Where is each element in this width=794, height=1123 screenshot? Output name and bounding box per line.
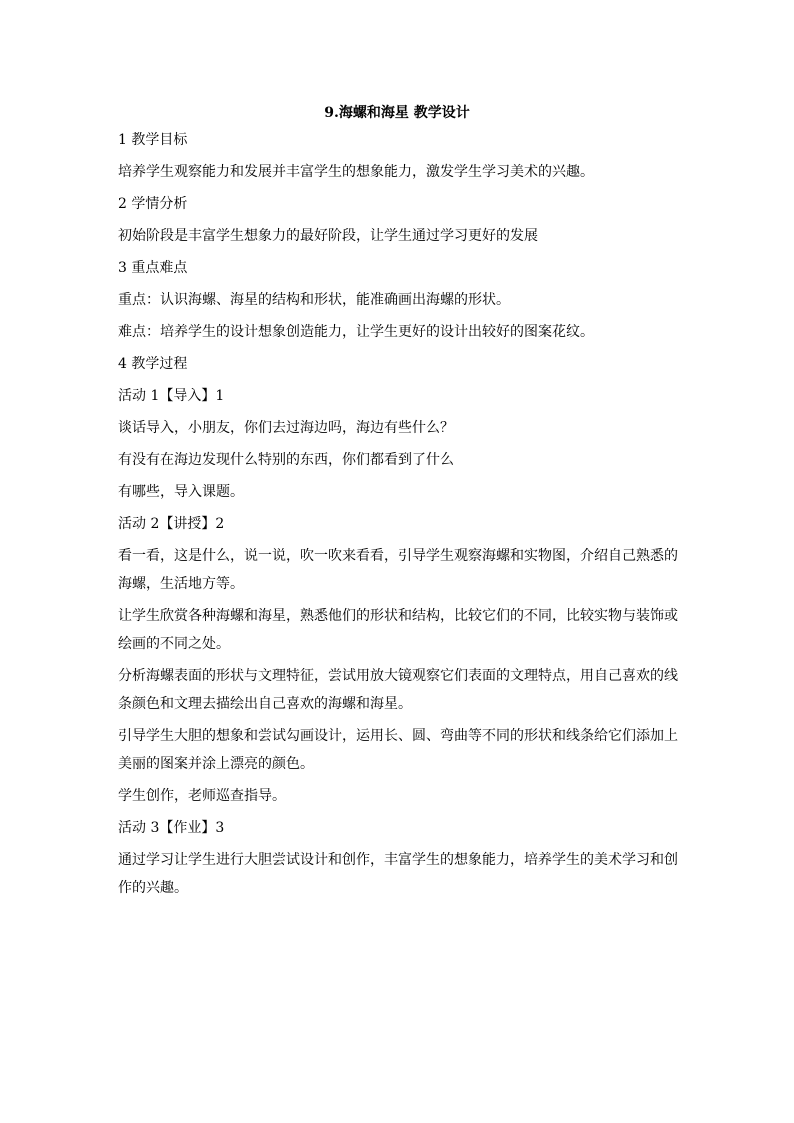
- section-heading-analysis: 2 学情分析: [118, 196, 188, 212]
- paragraph: 重点：认识海螺、海星的结构和形状，能准确画出海螺的形状。: [118, 292, 510, 308]
- paragraph-continued: 海螺，生活地方等。: [118, 576, 244, 592]
- paragraph: 分析海螺表面的形状与文理特征，尝试用放大镜观察它们表面的文理特点，用自己喜欢的线: [118, 668, 678, 684]
- paragraph: 看一看，这是什么，说一说，吹一吹来看看，引导学生观察海螺和实物图，介绍自己熟悉的: [118, 548, 678, 564]
- document-body: [118, 130, 678, 898]
- section-heading-objectives: 1 教学目标: [118, 132, 188, 148]
- paragraph: 让学生欣赏各种海螺和海星，熟悉他们的形状和结构，比较它们的不同，比较实物与装饰或: [118, 608, 678, 624]
- paragraph: 初始阶段是丰富学生想象力的最好阶段，让学生通过学习更好的发展: [118, 228, 538, 244]
- paragraph: 学生创作，老师巡查指导。: [118, 788, 286, 804]
- paragraph-continued: 作的兴趣。: [118, 880, 188, 896]
- document-title: 9.海螺和海星 教学设计: [324, 105, 470, 121]
- paragraph: 培养学生观察能力和发展并丰富学生的想象能力，激发学生学习美术的兴趣。: [118, 164, 594, 180]
- paragraph: 谈话导入，小朋友，你们去过海边吗，海边有些什么？: [118, 420, 454, 436]
- paragraph: 引导学生大胆的想象和尝试勾画设计，运用长、圆、弯曲等不同的形状和线条给它们添加上: [118, 728, 678, 744]
- paragraph: 有哪些，导入课题。: [118, 484, 244, 500]
- paragraph: 难点：培养学生的设计想象创造能力，让学生更好的设计出较好的图案花纹。: [118, 324, 594, 340]
- activity-heading: 活动 2【讲授】2: [118, 516, 225, 532]
- section-heading-key-points: 3 重点难点: [118, 260, 188, 276]
- paragraph: 通过学习让学生进行大胆尝试设计和创作，丰富学生的想象能力，培养学生的美术学习和创: [118, 852, 678, 868]
- paragraph-continued: 绘画的不同之处。: [118, 636, 230, 652]
- activity-heading: 活动 3【作业】3: [118, 820, 225, 836]
- activity-heading: 活动 1【导入】1: [118, 388, 225, 404]
- paragraph-continued: 美丽的图案并涂上漂亮的颜色。: [118, 756, 314, 772]
- section-heading-process: 4 教学过程: [118, 356, 188, 372]
- paragraph-continued: 条颜色和文理去描绘出自己喜欢的海螺和海星。: [118, 696, 412, 712]
- paragraph: 有没有在海边发现什么特别的东西，你们都看到了什么: [118, 452, 454, 468]
